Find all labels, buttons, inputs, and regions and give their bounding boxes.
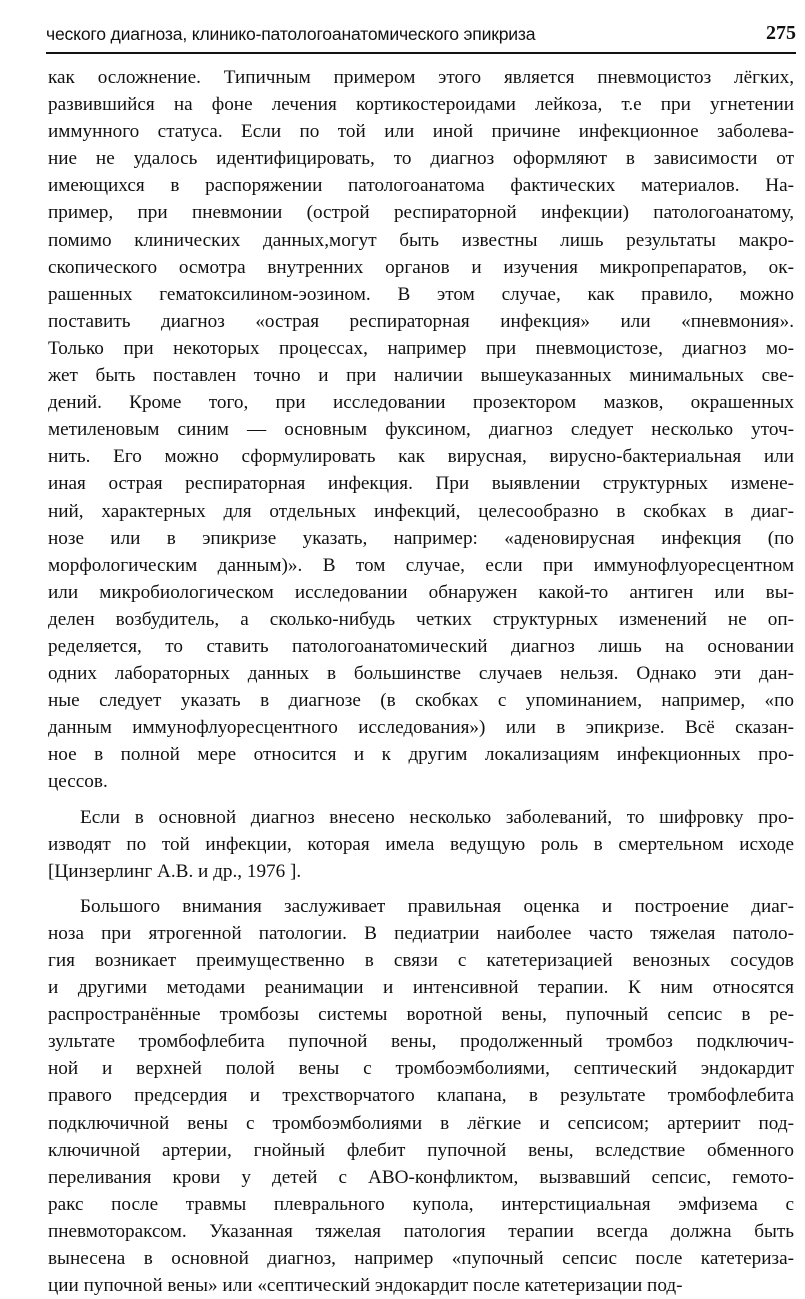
text-line: Большого внимания заслуживает правильная оценка и построение диаг- [80, 895, 794, 917]
text-line: жет быть поставлен точно и при наличии вышеуказанных минимальных све- [48, 365, 794, 387]
text-line: подключичной вены с тромбоэмболиями в лёгкие и сепсисом; артериит под- [48, 1112, 794, 1134]
text-line: и другими методами реанимации и интенсивной терапии. К ним относятся [48, 977, 794, 999]
body-text [48, 64, 794, 1299]
text-line: дений. Кроме того, при исследовании прозектором мазков, окрашенных [48, 392, 794, 414]
text-line: имеющихся в распоряжении патологоанатома фактических материалов. На- [48, 175, 794, 197]
text-line: как осложнение. Типичным примером этого является пневмоцистоз лёгких, [48, 67, 794, 88]
text-line: метиленовым синим — основным фуксином, диагноз следует несколько уточ- [48, 419, 794, 441]
text-line: цессов. [48, 771, 108, 793]
text-line: ные следует указать в диагнозе (в скобках с упоминанием, например, «по [48, 690, 794, 712]
text-line: ноза при ятрогенной патологии. В педиатрии наиболее часто тяжелая патоло- [48, 922, 794, 944]
text-line: помимо клинических данных,могут быть известны лишь результаты макро- [48, 229, 794, 251]
text-line: нить. Его можно сформулировать как вирусная, вирусно-бактериальная или [48, 446, 794, 468]
text-line: Если в основной диагноз внесено несколько заболеваний, то шифровку про- [80, 806, 794, 828]
text-line: морфологическим данным)». В том случае, если при иммунофлуоресцентном [48, 554, 794, 576]
page-number: 275 [766, 22, 796, 44]
text-line: рашенных гематоксилином-эозином. В этом случае, как правило, можно [48, 283, 794, 305]
text-line: пневмотораксом. Указанная тяжелая патология терапии всегда должна быть [48, 1220, 794, 1242]
text-line: зультате тромбофлебита пупочной вены, продолженный тромбоз подключич- [48, 1031, 794, 1053]
running-header-title: ческого диагноза, клинико-патологоанатомического эпикриза [46, 24, 536, 44]
text-line: ной и верхней полой вены с тромбоэмболиями, септический эндокардит [48, 1058, 794, 1080]
text-line: нозе или в эпикризе указать, например: «аденовирусная инфекция (по [48, 527, 794, 549]
text-line: правого предсердия и трехстворчатого клапана, в результате тромбофлебита [48, 1085, 794, 1107]
text-line: данным иммунофлуоресцентного исследования») или в эпикризе. Всё сказан- [48, 717, 794, 739]
text-line: ракс после травмы плеврального купола, интерстициальная эмфизема с [48, 1193, 794, 1215]
text-line: изводят по той инфекции, которая имела ведущую роль в смертельном исходе [48, 833, 794, 855]
text-line: ции пупочной вены» или «септический эндокардит после катетеризации под- [48, 1275, 683, 1297]
paragraph [48, 64, 794, 796]
paragraph [48, 804, 794, 885]
text-line: иная острая респираторная инфекция. При выявлении структурных измене- [48, 473, 794, 495]
paragraph-gap [48, 796, 794, 804]
text-line: одних лабораторных данных в большинстве случаев нельзя. Однако эти дан- [48, 663, 794, 685]
text-line: иммунного статуса. Если по той или иной причине инфекционное заболева- [48, 121, 794, 143]
text-line: ключичной артерии, гнойный флебит пупочной вены, вследствие обменного [48, 1139, 794, 1161]
text-line: развившийся на фоне лечения кортикостероидами лейкоза, т.е при угнетении [48, 94, 794, 116]
text-line: поставить диагноз «острая респираторная инфекция» или «пневмония». [48, 310, 794, 332]
text-line: ределяется, то ставить патологоанатомический диагноз лишь на основании [48, 635, 794, 657]
text-line: Только при некоторых процессах, например при пневмоцистозе, диагноз мо- [48, 337, 794, 359]
text-line: скопического осмотра внутренних органов и изучения микропрепаратов, ок- [48, 256, 794, 278]
text-line: или микробиологическом исследовании обнаружен какой-то антиген или вы- [48, 581, 794, 603]
text-line: [Цинзерлинг А.В. и др., 1976 ]. [48, 860, 302, 882]
text-line: распространённые тромбозы системы воротной вены, пупочный сепсис в ре- [48, 1004, 794, 1026]
text-line: переливания крови у детей с АВО-конфликтом, вызвавший сепсис, гемото- [48, 1166, 794, 1188]
header-rule [46, 52, 796, 54]
paragraph-gap [48, 885, 794, 893]
text-line: ное в полной мере относится и к другим локализациям инфекционных про- [48, 744, 794, 766]
text-line: вынесена в основной диагноз, например «пупочный сепсис после катетериза- [48, 1248, 794, 1270]
text-line: ний, характерных для отдельных инфекций, целесообразно в скобках в диаг- [48, 500, 794, 522]
text-line: делен возбудитель, а сколько-нибудь четких структурных изменений не оп- [48, 608, 794, 630]
paragraph [48, 893, 794, 1299]
text-line: пример, при пневмонии (острой респираторной инфекции) патологоанатому, [48, 202, 794, 224]
running-header [46, 22, 796, 54]
text-line: гия возникает преимущественно в связи с катетеризацией венозных сосудов [48, 950, 794, 971]
text-line: ние не удалось идентифицировать, то диагноз оформляют в зависимости от [48, 148, 794, 170]
